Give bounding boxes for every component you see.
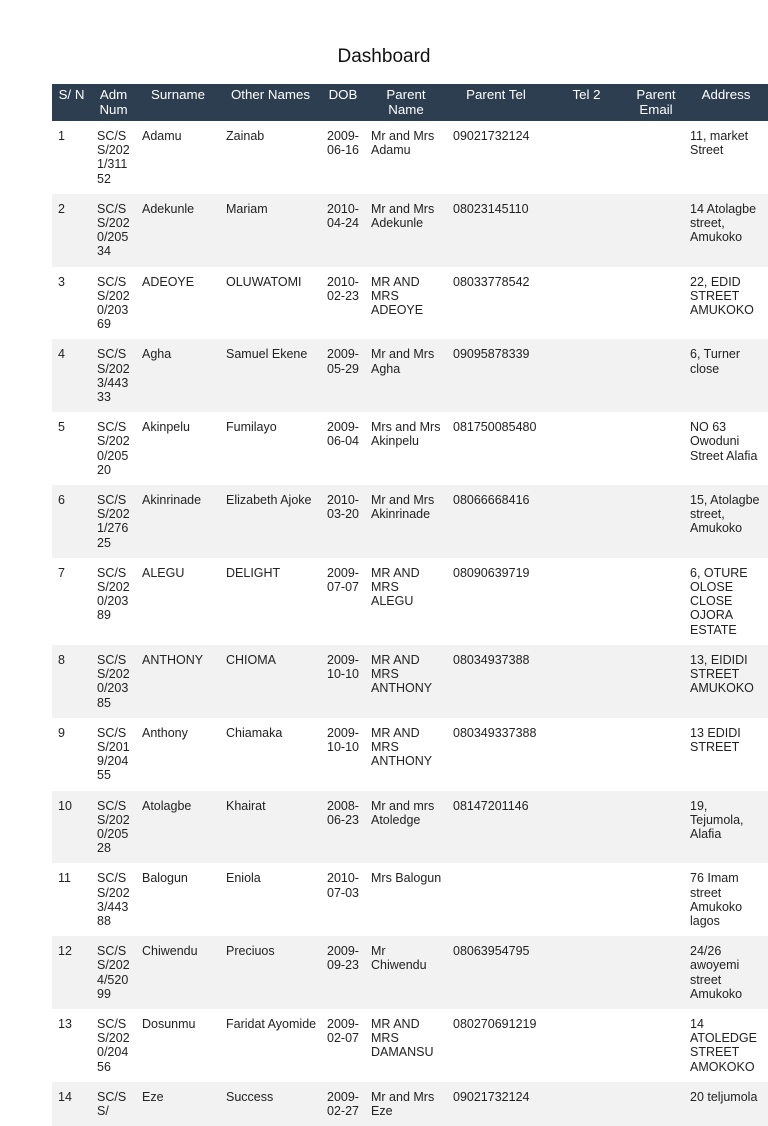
cell-tel-2	[545, 194, 628, 267]
cell-surname: Akinpelu	[136, 412, 220, 485]
cell-parent-email	[628, 121, 684, 194]
cell-address: 14 ATOLEDGE STREET AMOKOKO	[684, 1009, 768, 1082]
cell-parent-email	[628, 194, 684, 267]
cell-dob: 2009-02-07	[321, 1009, 365, 1082]
cell-adm-num: SC/SS/2019/20455	[91, 718, 136, 791]
cell-surname: Chiwendu	[136, 936, 220, 1009]
cell-tel-2	[545, 718, 628, 791]
cell-sn: 8	[52, 645, 91, 718]
table-row[interactable]	[52, 485, 768, 558]
cell-dob: 2009-10-10	[321, 645, 365, 718]
cell-tel-2	[545, 1082, 628, 1126]
cell-address: 20 teljumola	[684, 1082, 768, 1126]
header-parent-email[interactable]: Parent Email	[628, 84, 684, 121]
cell-parent-email	[628, 485, 684, 558]
cell-address: 14 Atolagbe street, Amukoko	[684, 194, 768, 267]
cell-surname: ADEOYE	[136, 267, 220, 340]
cell-sn: 11	[52, 863, 91, 936]
cell-parent-name: Mr and Mrs Agha	[365, 339, 447, 412]
cell-sn: 7	[52, 558, 91, 645]
cell-other-names: CHIOMA	[220, 645, 321, 718]
header-dob[interactable]: DOB	[321, 84, 365, 121]
table-row[interactable]	[52, 412, 768, 485]
cell-adm-num: SC/SS/2020/20456	[91, 1009, 136, 1082]
cell-parent-email	[628, 863, 684, 936]
cell-parent-tel: 08090639719	[447, 558, 545, 645]
cell-tel-2	[545, 267, 628, 340]
cell-dob: 2008-06-23	[321, 791, 365, 864]
cell-dob: 2009-02-27	[321, 1082, 365, 1126]
header-parent-tel[interactable]: Parent Tel	[447, 84, 545, 121]
cell-address: 13, EIDIDI STREET AMUKOKO	[684, 645, 768, 718]
cell-adm-num: SC/SS/2020/20385	[91, 645, 136, 718]
cell-surname: Balogun	[136, 863, 220, 936]
cell-parent-name: Mrs and Mrs Akinpelu	[365, 412, 447, 485]
cell-dob: 2010-04-24	[321, 194, 365, 267]
cell-address: NO 63 Owoduni Street Alafia	[684, 412, 768, 485]
cell-sn: 4	[52, 339, 91, 412]
cell-tel-2	[545, 1009, 628, 1082]
cell-dob: 2009-06-16	[321, 121, 365, 194]
cell-other-names: Preciuos	[220, 936, 321, 1009]
table-row[interactable]	[52, 791, 768, 864]
cell-dob: 2010-07-03	[321, 863, 365, 936]
cell-parent-email	[628, 718, 684, 791]
cell-other-names: Chiamaka	[220, 718, 321, 791]
cell-sn: 2	[52, 194, 91, 267]
cell-surname: ALEGU	[136, 558, 220, 645]
cell-address: 15, Atolagbe street, Amukoko	[684, 485, 768, 558]
cell-dob: 2010-03-20	[321, 485, 365, 558]
students-table	[52, 84, 768, 1126]
header-other-names[interactable]: Other Names	[220, 84, 321, 121]
cell-address: 24/26 awoyemi street Amukoko	[684, 936, 768, 1009]
cell-tel-2	[545, 485, 628, 558]
cell-adm-num: SC/SS/2020/20369	[91, 267, 136, 340]
table-header-row	[52, 84, 768, 121]
cell-parent-email	[628, 1009, 684, 1082]
cell-surname: Adamu	[136, 121, 220, 194]
cell-parent-name: MR AND MRS ANTHONY	[365, 718, 447, 791]
cell-sn: 12	[52, 936, 91, 1009]
cell-parent-name: MR AND MRS DAMANSU	[365, 1009, 447, 1082]
header-address[interactable]: Address	[684, 84, 768, 121]
cell-sn: 6	[52, 485, 91, 558]
cell-dob: 2009-07-07	[321, 558, 365, 645]
cell-adm-num: SC/SS/2021/31152	[91, 121, 136, 194]
cell-parent-email	[628, 412, 684, 485]
cell-tel-2	[545, 791, 628, 864]
cell-address: 6, Turner close	[684, 339, 768, 412]
cell-parent-tel: 08066668416	[447, 485, 545, 558]
cell-tel-2	[545, 645, 628, 718]
cell-parent-tel: 09095878339	[447, 339, 545, 412]
cell-parent-tel	[447, 863, 545, 936]
cell-tel-2	[545, 121, 628, 194]
cell-parent-email	[628, 791, 684, 864]
cell-parent-name: MR AND MRS ADEOYE	[365, 267, 447, 340]
cell-parent-name: MR AND MRS ANTHONY	[365, 645, 447, 718]
cell-surname: Akinrinade	[136, 485, 220, 558]
cell-parent-tel: 081750085480	[447, 412, 545, 485]
cell-parent-name: Mr Chiwendu	[365, 936, 447, 1009]
cell-parent-name: Mrs Balogun	[365, 863, 447, 936]
cell-parent-email	[628, 558, 684, 645]
cell-surname: Adekunle	[136, 194, 220, 267]
cell-address: 22, EDID STREET AMUKOKO	[684, 267, 768, 340]
table-row[interactable]	[52, 121, 768, 194]
cell-other-names: Khairat	[220, 791, 321, 864]
cell-other-names: Faridat Ayomide	[220, 1009, 321, 1082]
cell-adm-num: SC/SS/2020/20528	[91, 791, 136, 864]
cell-sn: 10	[52, 791, 91, 864]
cell-other-names: Mariam	[220, 194, 321, 267]
cell-surname: ANTHONY	[136, 645, 220, 718]
cell-other-names: Samuel Ekene	[220, 339, 321, 412]
cell-dob: 2009-05-29	[321, 339, 365, 412]
table-row[interactable]	[52, 1082, 768, 1126]
cell-address: 76 Imam street Amukoko lagos	[684, 863, 768, 936]
cell-parent-email	[628, 645, 684, 718]
cell-parent-email	[628, 1082, 684, 1126]
cell-adm-num: SC/SS/2023/44333	[91, 339, 136, 412]
cell-other-names: Eniola	[220, 863, 321, 936]
cell-dob: 2009-09-23	[321, 936, 365, 1009]
header-parent-name[interactable]: Parent Name	[365, 84, 447, 121]
cell-tel-2	[545, 339, 628, 412]
cell-tel-2	[545, 412, 628, 485]
cell-adm-num: SC/SS/2020/20389	[91, 558, 136, 645]
cell-parent-tel: 08033778542	[447, 267, 545, 340]
cell-parent-tel: 09021732124	[447, 1082, 545, 1126]
cell-dob: 2009-10-10	[321, 718, 365, 791]
cell-sn: 13	[52, 1009, 91, 1082]
cell-sn: 14	[52, 1082, 91, 1126]
cell-parent-tel: 080270691219	[447, 1009, 545, 1082]
cell-dob: 2009-06-04	[321, 412, 365, 485]
cell-dob: 2010-02-23	[321, 267, 365, 340]
cell-parent-email	[628, 936, 684, 1009]
table-row[interactable]	[52, 339, 768, 412]
cell-adm-num: SC/SS/2024/52099	[91, 936, 136, 1009]
cell-other-names: Elizabeth Ajoke	[220, 485, 321, 558]
cell-address: 11, market Street	[684, 121, 768, 194]
cell-surname: Anthony	[136, 718, 220, 791]
cell-sn: 1	[52, 121, 91, 194]
header-tel-2[interactable]: Tel 2	[545, 84, 628, 121]
cell-surname: Agha	[136, 339, 220, 412]
table-row[interactable]	[52, 267, 768, 340]
cell-parent-name: Mr and mrs Atoledge	[365, 791, 447, 864]
table-row[interactable]	[52, 718, 768, 791]
page-title: Dashboard	[337, 46, 431, 67]
cell-sn: 9	[52, 718, 91, 791]
table-row[interactable]	[52, 936, 768, 1009]
cell-parent-tel: 080349337388	[447, 718, 545, 791]
header-adm-num[interactable]: Adm Num	[91, 84, 136, 121]
cell-parent-name: Mr and Mrs Eze	[365, 1082, 447, 1126]
table-row[interactable]	[52, 863, 768, 936]
cell-parent-tel: 08147201146	[447, 791, 545, 864]
cell-parent-tel: 09021732124	[447, 121, 545, 194]
cell-address: 13 EDIDI STREET	[684, 718, 768, 791]
cell-surname: Eze	[136, 1082, 220, 1126]
cell-tel-2	[545, 936, 628, 1009]
cell-tel-2	[545, 558, 628, 645]
cell-parent-name: Mr and Mrs Adamu	[365, 121, 447, 194]
cell-parent-email	[628, 339, 684, 412]
table-row[interactable]	[52, 1009, 768, 1082]
cell-sn: 3	[52, 267, 91, 340]
cell-address: 19, Tejumola, Alafia	[684, 791, 768, 864]
cell-parent-tel: 08023145110	[447, 194, 545, 267]
cell-other-names: Fumilayo	[220, 412, 321, 485]
header-sn[interactable]: S/ N	[52, 84, 91, 121]
cell-parent-email	[628, 267, 684, 340]
cell-parent-tel: 08034937388	[447, 645, 545, 718]
cell-adm-num: SC/SS/2020/20520	[91, 412, 136, 485]
cell-adm-num: SC/SS/	[91, 1082, 136, 1126]
cell-other-names: Zainab	[220, 121, 321, 194]
cell-surname: Dosunmu	[136, 1009, 220, 1082]
cell-parent-name: Mr and Mrs Adekunle	[365, 194, 447, 267]
table-body	[52, 121, 768, 1126]
cell-parent-name: Mr and Mrs Akinrinade	[365, 485, 447, 558]
cell-sn: 5	[52, 412, 91, 485]
cell-other-names: OLUWATOMI	[220, 267, 321, 340]
cell-address: 6, OTURE OLOSE CLOSE OJORA ESTATE	[684, 558, 768, 645]
cell-adm-num: SC/SS/2020/20534	[91, 194, 136, 267]
header-surname[interactable]: Surname	[136, 84, 220, 121]
cell-other-names: Success	[220, 1082, 321, 1126]
cell-parent-tel: 08063954795	[447, 936, 545, 1009]
table-row[interactable]	[52, 645, 768, 718]
cell-adm-num: SC/SS/2021/27625	[91, 485, 136, 558]
table-row[interactable]	[52, 194, 768, 267]
cell-tel-2	[545, 863, 628, 936]
cell-surname: Atolagbe	[136, 791, 220, 864]
cell-parent-name: MR AND MRS ALEGU	[365, 558, 447, 645]
cell-other-names: DELIGHT	[220, 558, 321, 645]
table-row[interactable]	[52, 558, 768, 645]
cell-adm-num: SC/SS/2023/44388	[91, 863, 136, 936]
